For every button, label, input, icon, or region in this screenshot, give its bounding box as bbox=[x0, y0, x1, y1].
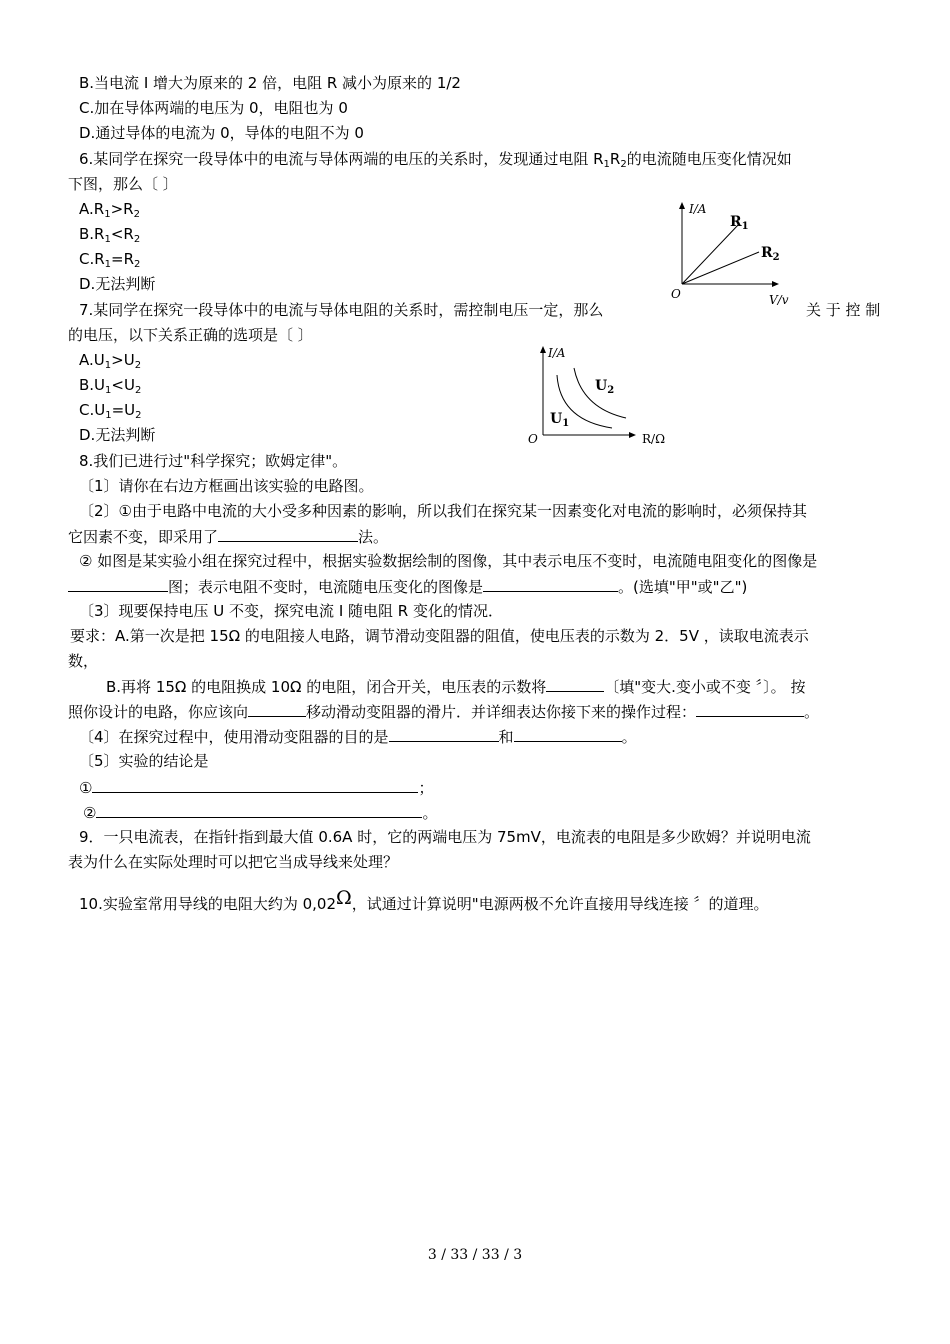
blank-operation-process[interactable] bbox=[696, 701, 804, 717]
q8-part2-d: 图；表示电阻不变时，电流随电压变化的图像是 。(选填"甲"或"乙") bbox=[68, 576, 747, 597]
blank-conclusion-2[interactable] bbox=[96, 802, 422, 818]
q7-option-c: $C.U_1=U_2$ bbox=[79, 401, 142, 421]
q6-stem-cont: 下图，那么〔 〕 bbox=[68, 175, 178, 193]
ir-graph-y-arrow bbox=[540, 346, 546, 353]
q5-option-b: B.当电流 I 增大为原来的 2 倍，电阻 R 减小为原来的 1/2 bbox=[79, 74, 461, 92]
q8-part2-b: 它因素不变，即采用了 法。 bbox=[68, 528, 389, 546]
q10-omega: Ω bbox=[336, 887, 352, 909]
q10-stem: 10.实验室常用导线的电阻大约为 0,02Ω，试通过计算说明"电源两极不允许直接用导线连接 〞的道理。 bbox=[79, 887, 769, 913]
blank-purpose-1[interactable] bbox=[389, 726, 499, 742]
q8-part5-conclusion-1: ① ； bbox=[79, 779, 434, 797]
iv-graph-origin: O bbox=[671, 287, 681, 301]
q8-part2-a: 〔2〕①由于电路中电流的大小受多种因素的影响，所以我们在探究某一因素变化对电流的影响时，必须保持其 bbox=[79, 502, 807, 520]
blank-voltmeter-change[interactable] bbox=[546, 676, 604, 692]
iv-graph-line-r1 bbox=[682, 224, 739, 284]
q8-part4: 〔4〕在探究过程中，使用滑动变阻器的目的是 和 。 bbox=[79, 728, 637, 746]
q8-part3-b: B.再将 15Ω 的电阻换成 10Ω 的电阻，闭合开关，电压表的示数将 〔填"变大.变小或不变 〞〕。 按 bbox=[106, 678, 806, 696]
q8-part5: 〔5〕实验的结论是 bbox=[79, 752, 209, 770]
q8-part3-requirement: 要求：A.第一次是把 15Ω 的电阻接人电路，调节滑动变阻器的阻值，使电压表的示数为 2．5V ，读取电流表示 bbox=[70, 627, 809, 645]
ir-graph-label-u2: $U_2$ bbox=[595, 378, 615, 396]
q6-option-d: D.无法判断 bbox=[79, 275, 156, 293]
q8-part2-c: ② 如图是某实验小组在探究过程中，根据实验数据绘制的图像，其中表示电压不变时，电流随电阻变化的图像是 bbox=[79, 552, 818, 570]
q7-stem-cont: 的电压，以下关系正确的选项是〔 〕 bbox=[68, 326, 313, 344]
blank-conclusion-1[interactable] bbox=[92, 777, 418, 793]
ir-graph-origin: O bbox=[528, 432, 538, 446]
q8-part1: 〔1〕请你在右边方框画出该实验的电路图。 bbox=[79, 477, 374, 495]
q7-stem-right: 关 于 控 制 bbox=[806, 301, 881, 319]
page-footer: 3 / 33 / 33 / 3 bbox=[427, 1247, 523, 1263]
ir-graph-label-u1: $U_1$ bbox=[550, 411, 570, 429]
q9-stem: 9．一只电流表，在指针指到最大值 0.6A 时，它的两端电压为 75mV，电流表的电阻是多少欧姆？并说明电流 bbox=[79, 828, 811, 846]
q8-part3: 〔3〕现要保持电压 U 不变，探究电流 I 随电阻 R 变化的情况． bbox=[79, 602, 503, 620]
ir-graph bbox=[526, 338, 676, 448]
q5-option-d: D.通过导体的电流为 0，导体的电阻不为 0 bbox=[79, 124, 364, 142]
q8-part3-requirement-cont: 数， bbox=[68, 652, 99, 670]
ir-graph-x-label: R/Ω bbox=[642, 432, 666, 446]
blank-graph-resistance-constant[interactable] bbox=[483, 576, 618, 592]
q6-option-c: $C.R_1=R_2$ bbox=[79, 250, 141, 270]
iv-graph bbox=[665, 196, 805, 308]
ir-graph-x-arrow bbox=[629, 432, 636, 438]
q7-option-d: D.无法判断 bbox=[79, 426, 156, 444]
iv-graph-x-arrow bbox=[772, 281, 779, 287]
q9-stem-cont: 表为什么在实际处理时可以把它当成导线来处理？ bbox=[68, 853, 399, 871]
iv-graph-line-r2 bbox=[682, 252, 759, 284]
blank-purpose-2[interactable] bbox=[514, 726, 622, 742]
iv-graph-label-r1: $R_1$ bbox=[730, 214, 749, 232]
q8-title: 8.我们已进行过"科学探究；欧姆定律"。 bbox=[79, 452, 348, 470]
q8-part5-conclusion-2: ② 。 bbox=[83, 804, 438, 822]
q7-option-a: $A.U_1>U_2$ bbox=[79, 351, 142, 371]
blank-graph-voltage-constant[interactable] bbox=[68, 576, 168, 592]
iv-graph-x-label: V/v bbox=[769, 293, 789, 307]
q6-option-b: $B.R_1<R_2$ bbox=[79, 225, 141, 245]
iv-graph-y-label: I/A bbox=[689, 202, 707, 216]
q8-part3-c: 照你设计的电路，你应该向 移动滑动变阻器的滑片．并详细表达你接下来的操作过程： 。 bbox=[68, 703, 820, 721]
q7-stem: 7.某同学在探究一段导体中的电流与导体电阻的关系时，需控制电压一定，那么 bbox=[79, 301, 604, 319]
q7-option-b: $B.U_1<U_2$ bbox=[79, 376, 142, 396]
q6-stem: 6.某同学在探究一段导体中的电流与导体两端的电压的关系时，发现通过电阻 $R_1R_2$的电流随电压变化情况如 bbox=[79, 150, 792, 170]
blank-method[interactable] bbox=[218, 526, 358, 542]
iv-graph-y-arrow bbox=[679, 202, 685, 209]
ir-graph-y-label: I/A bbox=[548, 346, 566, 360]
q6-option-a: $A.R_1>R_2$ bbox=[79, 200, 140, 220]
q5-option-c: C.加在导体两端的电压为 0，电阻也为 0 bbox=[79, 99, 348, 117]
blank-slider-direction[interactable] bbox=[248, 701, 306, 717]
iv-graph-label-r2: $R_2$ bbox=[761, 245, 780, 263]
